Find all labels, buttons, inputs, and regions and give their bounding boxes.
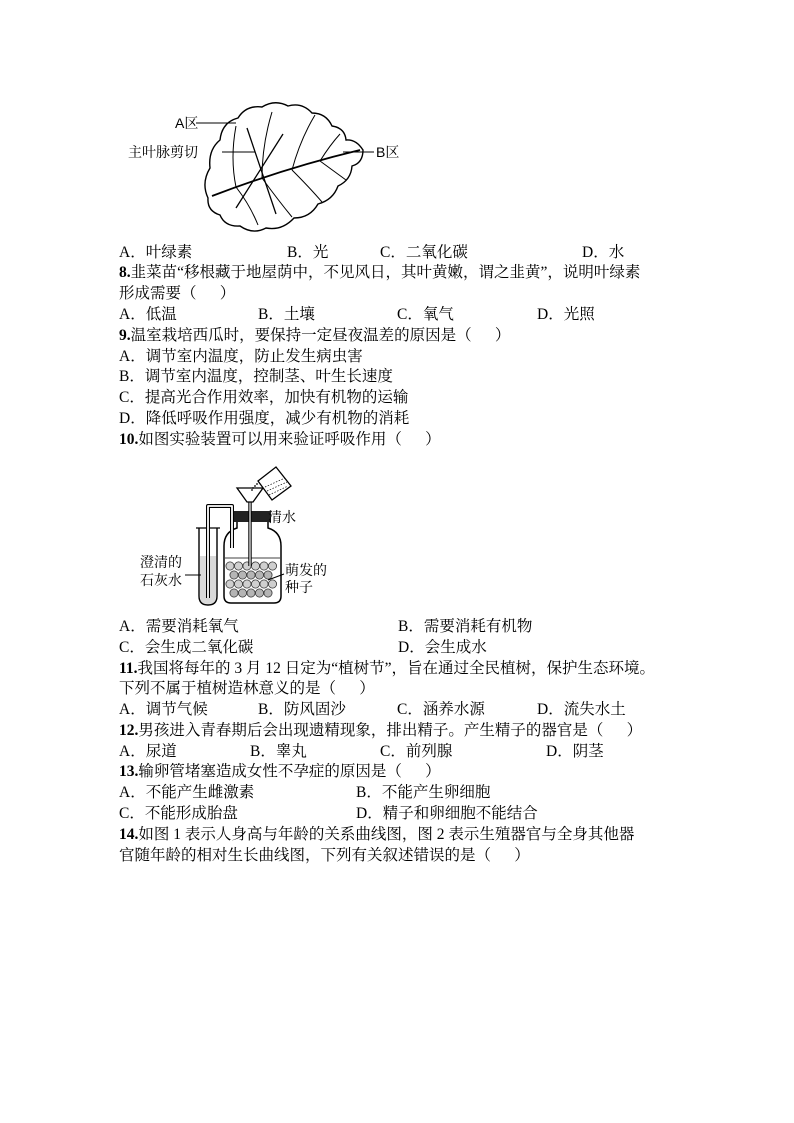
question-10-stem <box>119 430 441 450</box>
seed <box>234 562 242 570</box>
question-9-option-b: B．调节室内温度，控制茎、叶生长速度 <box>119 368 393 385</box>
label-seeds-line-2: 种子 <box>285 579 313 595</box>
question-9-stem-text: 温室栽培西瓜时，要保持一定昼夜温差的原因是（ ） <box>130 327 511 344</box>
label-clear-water: 清水 <box>268 509 296 525</box>
seed <box>230 589 238 597</box>
seed <box>255 571 263 579</box>
question-8-stem-line-1 <box>119 263 640 283</box>
question-10-option-b: B．需要消耗有机物 <box>398 618 533 635</box>
question-8-number: 8. <box>119 264 131 281</box>
leaf-outline <box>205 103 363 231</box>
question-10-number: 10. <box>119 431 139 448</box>
question-9-number: 9. <box>119 327 131 344</box>
label-a-zone: A区 <box>175 115 199 131</box>
seed <box>251 580 259 588</box>
question-8-stem-line-2: 形成需要（ ） <box>119 285 236 302</box>
question-9-option-a: A．调节室内温度，防止发生病虫害 <box>119 348 363 365</box>
seed <box>251 562 259 570</box>
question-9-option-d: D．降低呼吸作用强度，减少有机物的消耗 <box>119 410 410 427</box>
seed <box>226 562 234 570</box>
question-10-stem-text: 如图实验装置可以用来验证呼吸作用（ ） <box>138 431 441 448</box>
question-9-option-c: C．提高光合作用效率，加快有机物的运输 <box>119 389 409 406</box>
question-10-option-a: A．需要消耗氧气 <box>119 618 239 635</box>
question-12-stem-text: 男孩进入青春期后会出现遗精现象，排出精子。产生精子的器官是（ ） <box>138 722 643 739</box>
seed <box>260 562 268 570</box>
question-12-stem <box>119 721 642 741</box>
question-14-stem-text-1: 如图 1 表示人身高与年龄的关系曲线图，图 2 表示生殖器官与全身其他器 <box>138 826 635 843</box>
question-8-option-a: A．低温 <box>119 306 177 323</box>
label-b-zone: B区 <box>376 144 400 160</box>
question-14-stem-line-2: 官随年龄的相对生长曲线图，下列有关叙述错误的是（ ） <box>119 847 530 864</box>
question-12-option-d: D．阴茎 <box>546 743 604 760</box>
question-7-option-b: B．光 <box>287 244 329 261</box>
question-12-option-c: C．前列腺 <box>380 743 453 760</box>
question-14-number: 14. <box>119 826 139 843</box>
label-seeds-line-1: 萌发的 <box>285 562 327 578</box>
seed <box>247 589 255 597</box>
question-7-option-d: D．水 <box>582 244 625 261</box>
question-11-option-c: C．涵养水源 <box>397 701 485 718</box>
question-13-number: 13. <box>119 763 139 780</box>
question-11-option-d: D．流失水土 <box>537 701 626 718</box>
question-13-option-b: B．不能产生卵细胞 <box>356 784 491 801</box>
seed <box>247 571 255 579</box>
question-11-option-a: A．调节气候 <box>119 701 208 718</box>
seed <box>264 571 272 579</box>
question-13-option-a: A．不能产生雌激素 <box>119 784 255 801</box>
leaf-diagram <box>120 95 420 245</box>
question-13-stem <box>119 762 441 782</box>
question-7-option-c: C．二氧化碳 <box>380 244 468 261</box>
question-11-stem-text-1: 我国将每年的 3 月 12 日定为“植树节”，旨在通过全民植树，保护生态环境。 <box>137 660 656 677</box>
question-13-option-d: D．精子和卵细胞不能结合 <box>356 805 538 822</box>
seed <box>230 571 238 579</box>
question-12-option-b: B．睾丸 <box>250 743 307 760</box>
seed <box>268 580 276 588</box>
seed <box>234 580 242 588</box>
question-13-option-c: C．不能形成胎盘 <box>119 805 238 822</box>
question-13-stem-text: 输卵管堵塞造成女性不孕症的原因是（ ） <box>138 763 441 780</box>
label-midrib-cut: 主叶脉剪切 <box>128 144 198 160</box>
seed <box>238 589 246 597</box>
question-10-option-c: C．会生成二氧化碳 <box>119 639 254 656</box>
question-8-option-d: D．光照 <box>537 306 595 323</box>
question-14-stem-line-1 <box>119 825 634 845</box>
question-11-stem-line-1 <box>119 659 655 679</box>
seed <box>268 562 276 570</box>
question-8-stem-text-1: 韭菜苗“移根藏于地屋荫中，不见风日，其叶黄嫩，谓之韭黄”，说明叶绿素 <box>130 264 641 281</box>
label-limewater-line-1: 澄清的 <box>140 554 182 570</box>
question-8-option-b: B．土壤 <box>258 306 315 323</box>
question-12-option-a: A．尿道 <box>119 743 177 760</box>
respiration-apparatus-diagram <box>130 460 350 610</box>
question-9-stem <box>119 326 510 346</box>
question-12-number: 12. <box>119 722 139 739</box>
seed <box>226 580 234 588</box>
seed <box>243 580 251 588</box>
pouring-beaker <box>258 467 291 500</box>
question-10-option-d: D．会生成水 <box>398 639 487 656</box>
seed <box>255 589 263 597</box>
label-limewater-line-2: 石灰水 <box>140 572 182 588</box>
question-7-option-a: A．叶绿素 <box>119 244 193 261</box>
question-11-number: 11. <box>119 660 138 677</box>
seed <box>264 589 272 597</box>
seed <box>260 580 268 588</box>
question-11-stem-line-2: 下列不属于植树造林意义的是（ ） <box>119 680 375 697</box>
jar-stopper <box>234 511 271 522</box>
funnel-cone <box>237 488 263 502</box>
seed <box>238 571 246 579</box>
question-8-option-c: C．氧气 <box>397 306 454 323</box>
question-11-option-b: B．防风固沙 <box>258 701 346 718</box>
